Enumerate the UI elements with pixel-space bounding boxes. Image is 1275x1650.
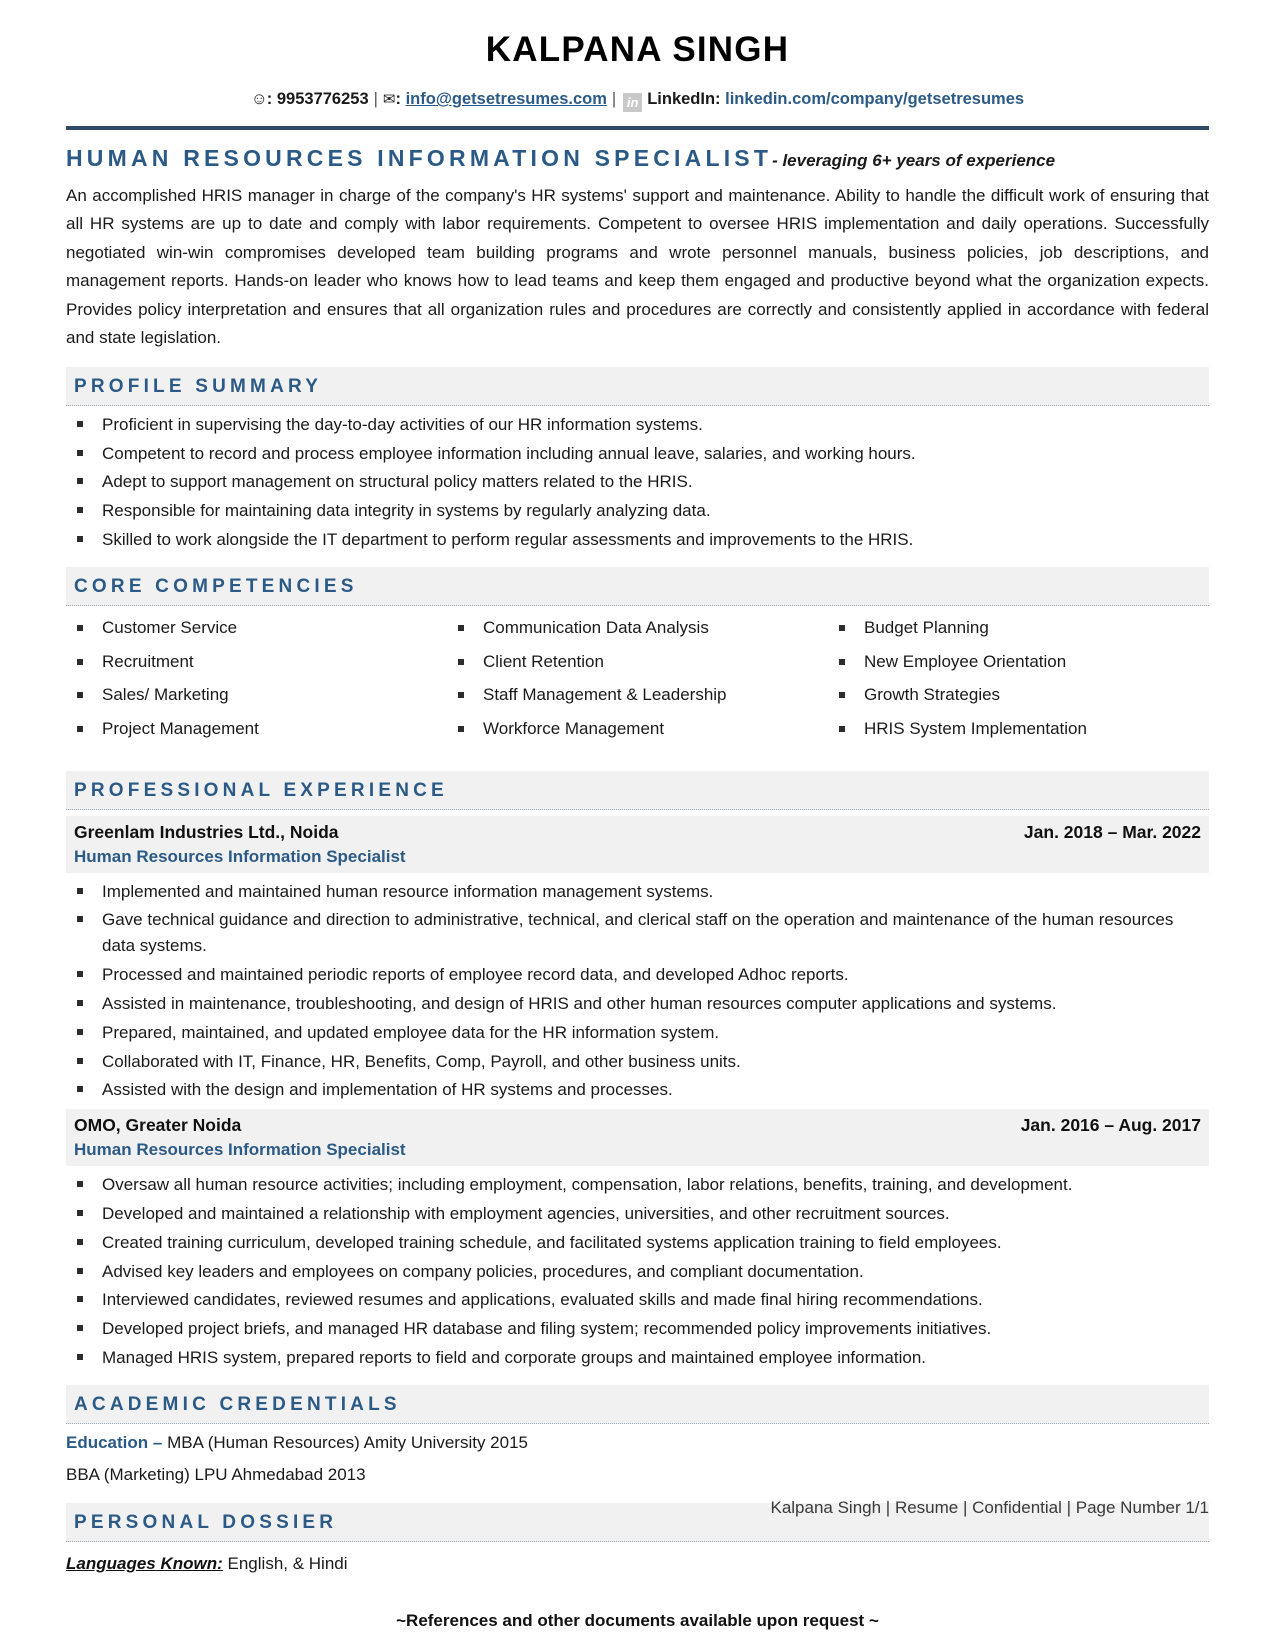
- job-dates: Jan. 2016 – Aug. 2017: [1020, 1115, 1201, 1136]
- list-item: Managed HRIS system, prepared reports to field and corporate groups and maintained employee information.: [66, 1345, 1209, 1371]
- job-company: OMO, Greater Noida: [74, 1115, 242, 1136]
- contact-line: [66, 88, 1209, 112]
- job-company: Greenlam Industries Ltd., Noida: [74, 821, 339, 842]
- list-item: Implemented and maintained human resource information management systems.: [66, 879, 1209, 905]
- section-heading-personal-dossier: PERSONAL DOSSIER: [66, 1503, 1209, 1542]
- languages-line: [66, 1551, 1209, 1577]
- list-item: Advised key leaders and employees on company policies, procedures, and compliant documentation.: [66, 1259, 1209, 1285]
- section-heading-core-competencies: CORE COMPETENCIES: [66, 567, 1209, 606]
- competency-item: Sales/ Marketing: [66, 683, 447, 717]
- closing-note: ~References and other documents available upon request ~: [396, 1610, 879, 1630]
- contact-separator-1: |: [373, 90, 378, 109]
- competency-item: Client Retention: [447, 650, 828, 684]
- linkedin-icon[interactable]: in: [623, 93, 642, 112]
- profile-summary-list: [66, 412, 1209, 553]
- competency-item: Customer Service: [66, 616, 447, 650]
- list-item: Skilled to work alongside the IT department to perform regular assessments and improvements to the HRIS.: [66, 527, 1209, 553]
- languages-value: English, & Hindi: [227, 1553, 348, 1573]
- job-bullet-list: [66, 1172, 1209, 1371]
- job-role: Human Resources Information Specialist: [74, 846, 406, 866]
- competency-item: Growth Strategies: [828, 683, 1209, 717]
- job-title-row: [74, 1115, 1201, 1136]
- list-item: Developed and maintained a relationship with employment agencies, universities, and other recruitment sources.: [66, 1201, 1209, 1227]
- profile-paragraph: An accomplished HRIS manager in charge of the company's HR systems' support and maintenance. Ability to handle the difficult work of ensuring that all HR systems are up to date and comply with labor requirements. Competent to oversee HRIS implementation and daily operations. Successfully negotiated win-win compromises developed team building programs and wrote personnel manuals, business policies, job descriptions, and management reports. Hands-on leader who knows how to lead teams and keep them engaged and productive beyond what the organization expects. Provides policy interpretation and ensures that all organization rules and procedures are correctly and consistently applied in accordance with federal and state legislation.: [66, 185, 1209, 348]
- headline: [66, 146, 1209, 171]
- list-item: Competent to record and process employee information including annual leave, salaries, and working hours.: [66, 441, 1209, 467]
- education-line-secondary: BBA (Marketing) LPU Ahmedabad 2013: [66, 1465, 366, 1485]
- list-item: Gave technical guidance and direction to administrative, technical, and clerical staff on the operation and maintenance of the human resources data systems.: [66, 907, 1209, 959]
- education-label: Education –: [66, 1432, 163, 1452]
- list-item: Created training curriculum, developed training schedule, and facilitated systems application training to field employees.: [66, 1230, 1209, 1256]
- list-item: Proficient in supervising the day-to-day activities of our HR information systems.: [66, 412, 1209, 438]
- competency-item: Project Management: [66, 717, 447, 751]
- job-dates: Jan. 2018 – Mar. 2022: [1023, 821, 1201, 842]
- competency-item: New Employee Orientation: [828, 650, 1209, 684]
- experience-entry: [66, 816, 1209, 1104]
- envelope-icon: ✉: [382, 91, 396, 109]
- languages-label: Languages Known:: [66, 1553, 223, 1573]
- section-heading-academic-credentials: ACADEMIC CREDENTIALS: [66, 1385, 1209, 1424]
- list-item: Adept to support management on structural policy matters related to the HRIS.: [66, 469, 1209, 495]
- phone-number[interactable]: 9953776253: [276, 90, 369, 109]
- phone-colon: :: [266, 90, 273, 109]
- contact-separator-2: |: [611, 90, 617, 109]
- list-item: Developed project briefs, and managed HR database and filing system; recommended policy improvements initiatives.: [66, 1316, 1209, 1342]
- job-title-row: [74, 822, 1201, 843]
- competency-item: HRIS System Implementation: [828, 717, 1209, 751]
- job-header: [66, 816, 1209, 873]
- linkedin-label: LinkedIn:: [647, 90, 721, 109]
- job-bullet-list: [66, 879, 1209, 1104]
- list-item: Interviewed candidates, reviewed resumes and applications, evaluated skills and made final hiring recommendations.: [66, 1287, 1209, 1313]
- section-heading-professional-experience: PROFESSIONAL EXPERIENCE: [66, 771, 1209, 810]
- list-item: Collaborated with IT, Finance, HR, Benefits, Comp, Payroll, and other business units.: [66, 1049, 1209, 1075]
- list-item: Prepared, maintained, and updated employee data for the HR information system.: [66, 1020, 1209, 1046]
- competency-item: Budget Planning: [828, 616, 1209, 650]
- education-value: MBA (Human Resources) Amity University 2015: [167, 1432, 528, 1452]
- core-competencies-grid: [66, 616, 1209, 757]
- headline-title: HUMAN RESOURCES INFORMATION SPECIALIST: [66, 145, 773, 172]
- email-link[interactable]: info@getsetresumes.com: [405, 90, 607, 109]
- competency-item: Workforce Management: [447, 717, 828, 751]
- experience-entry: [66, 1109, 1209, 1371]
- list-item: Assisted in maintenance, troubleshooting, and design of HRIS and other human resources computer applications and systems.: [66, 991, 1209, 1017]
- list-item: Oversaw all human resource activities; including employment, compensation, labor relations, benefits, training, and development.: [66, 1172, 1209, 1198]
- list-item: Processed and maintained periodic reports of employee record data, and developed Adhoc reports.: [66, 962, 1209, 988]
- email-colon: :: [395, 90, 401, 109]
- linkedin-url[interactable]: linkedin.com/company/getsetresumes: [725, 90, 1025, 109]
- job-role: Human Resources Information Specialist: [74, 1140, 406, 1160]
- competency-item: Communication Data Analysis: [447, 616, 828, 650]
- job-header: [66, 1109, 1209, 1166]
- phone-icon: ☺: [250, 90, 267, 109]
- competency-item: Staff Management & Leadership: [447, 683, 828, 717]
- education-line-primary: [66, 1430, 1209, 1456]
- section-heading-profile-summary: PROFILE SUMMARY: [66, 367, 1209, 406]
- header-divider: [66, 126, 1209, 130]
- list-item: Assisted with the design and implementation of HR systems and processes.: [66, 1077, 1209, 1103]
- list-item: Responsible for maintaining data integrity in systems by regularly analyzing data.: [66, 498, 1209, 524]
- candidate-name: KALPANA SINGH: [485, 30, 790, 69]
- competency-item: Recruitment: [66, 650, 447, 684]
- headline-tagline: - leveraging 6+ years of experience: [772, 151, 1056, 171]
- page-footer: Kalpana Singh | Resume | Confidential | Page Number 1/1: [770, 1498, 1209, 1517]
